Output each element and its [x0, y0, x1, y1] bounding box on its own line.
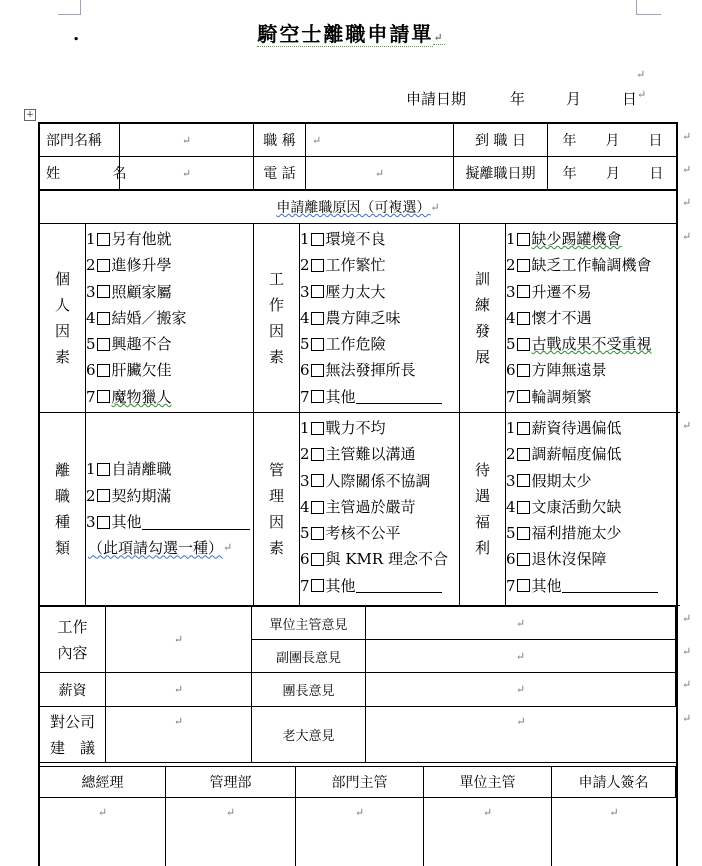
benefits-label [460, 413, 506, 606]
option-label: 退休沒保障 [531, 550, 607, 569]
option-item[interactable] [506, 573, 658, 599]
option-number: 2 [300, 445, 310, 464]
option-number: 6 [300, 550, 310, 569]
vice-leader-opinion-field[interactable]: ↵ [366, 640, 676, 673]
date-month: 月 [566, 90, 582, 108]
option-label: 缺少踢罐機會 [531, 230, 622, 248]
option-label: 升遷不易 [531, 282, 592, 301]
row-end-marks [682, 130, 694, 768]
checkbox[interactable] [517, 390, 530, 403]
option-label: 壓力太大 [325, 282, 386, 301]
label-text: 副團長意見 [275, 650, 341, 666]
option-number: 2 [86, 486, 96, 505]
option-number: 6 [506, 550, 516, 569]
checkbox[interactable] [517, 285, 530, 298]
vice-leader-opinion-label [252, 640, 366, 673]
label-char: 素 [268, 539, 284, 557]
option-number: 4 [300, 308, 310, 327]
date-year: 年 [510, 90, 526, 108]
option-label: 輪調頻繁 [531, 387, 592, 406]
reasons-section-1 [40, 224, 676, 413]
checkbox[interactable] [311, 233, 324, 246]
option-label: 契約期滿 [111, 486, 172, 505]
label-line: 內容 [57, 643, 88, 662]
planned-leave-date-label: 擬離職日期 [454, 157, 548, 190]
signature-box-unit-head[interactable]: ↵ [424, 798, 552, 866]
option-label: 薪資待遇偏低 [531, 419, 622, 437]
other-blank-line[interactable] [562, 578, 658, 593]
checkbox[interactable] [97, 285, 110, 298]
checkbox[interactable] [517, 338, 530, 351]
date-day: 日 [622, 90, 638, 108]
personal-factors-list [86, 224, 254, 413]
management-factors-label [254, 413, 300, 606]
leader-opinion-label [252, 673, 366, 707]
option-label: 無法發揮所長 [325, 361, 416, 380]
option-item[interactable] [300, 331, 386, 357]
option-label: 福利措施太少 [531, 524, 622, 543]
option-number: 4 [300, 497, 310, 516]
other-blank-line[interactable] [356, 578, 442, 593]
signature-header-gm: 總經理 [40, 767, 166, 798]
paragraph-mark: ↵ [682, 419, 692, 432]
option-label: 進修升學 [111, 256, 172, 275]
option-item[interactable] [506, 331, 652, 357]
option-label: 照顧家屬 [111, 282, 172, 301]
option-item[interactable] [506, 520, 622, 546]
management-factors-list [300, 413, 460, 606]
training-development-list [506, 224, 680, 413]
option-label: 另有他就 [111, 230, 172, 248]
name-label: 姓 名 [40, 157, 120, 190]
option-item[interactable] [506, 226, 622, 252]
date-label: 申請日期 [406, 90, 467, 108]
signature-header-dept-head: 部門主管 [296, 767, 424, 798]
option-label: 主管難以溝通 [325, 445, 416, 464]
option-number: 1 [86, 460, 96, 479]
salary-field[interactable]: ↵ [106, 673, 252, 707]
option-label: 方陣無遠景 [531, 361, 607, 380]
label-char: 素 [268, 348, 284, 366]
option-item[interactable] [300, 415, 386, 441]
checkbox[interactable] [97, 233, 110, 246]
paragraph-mark: ↵ [682, 130, 692, 143]
checkbox[interactable] [311, 501, 324, 514]
paragraph-mark: ↵ [682, 196, 692, 209]
boss-opinion-field[interactable]: ↵ [366, 707, 676, 763]
work-content-label [40, 607, 106, 673]
leave-type-note [86, 535, 232, 561]
option-label: 調薪幅度偏低 [531, 445, 622, 464]
name-field[interactable]: ↵ [120, 157, 254, 190]
option-item[interactable] [300, 494, 416, 520]
label-char: 人 [54, 296, 70, 314]
option-item[interactable] [86, 384, 172, 410]
paragraph-mark: ↵ [682, 612, 692, 625]
option-item[interactable] [86, 357, 172, 383]
bullet-mark: . [73, 24, 80, 45]
signature-box-gm[interactable]: ↵ [40, 798, 166, 866]
checkbox[interactable] [311, 338, 324, 351]
option-item[interactable] [506, 494, 622, 520]
label-line: 對公司 [49, 712, 95, 731]
option-item[interactable] [86, 305, 187, 331]
option-number: 7 [506, 576, 516, 595]
label-char: 福 [474, 513, 490, 531]
checkbox[interactable] [311, 364, 324, 377]
option-item[interactable] [300, 441, 416, 467]
option-item[interactable] [86, 456, 172, 482]
option-number: 1 [86, 230, 96, 248]
option-item[interactable] [506, 305, 592, 331]
option-number: 7 [300, 387, 310, 406]
option-number: 4 [86, 308, 96, 327]
signature-box-admin[interactable]: ↵ [166, 798, 296, 866]
option-number: 2 [86, 256, 96, 275]
option-label: 懷才不遇 [531, 308, 592, 327]
option-item[interactable] [506, 384, 592, 410]
signature-box-dept-head[interactable]: ↵ [296, 798, 424, 866]
label-line: 建 議 [49, 738, 95, 757]
option-number: 1 [300, 419, 310, 437]
option-number: 2 [300, 256, 310, 275]
option-number: 5 [300, 524, 310, 543]
info-rows [40, 124, 676, 190]
table-move-handle-icon[interactable]: + [24, 109, 36, 121]
label-char: 因 [268, 322, 284, 340]
benefits-list [506, 413, 680, 606]
option-label: 興趣不合 [111, 335, 172, 354]
label-text: 團長意見 [282, 684, 335, 699]
paragraph-mark: ↵ [430, 200, 440, 214]
reasons-section-2 [40, 413, 676, 606]
option-label: 文康活動欠缺 [531, 497, 622, 516]
option-number: 1 [506, 230, 516, 248]
checkbox[interactable] [311, 312, 324, 325]
option-label: 戰力不均 [325, 419, 386, 437]
option-number: 5 [506, 335, 516, 354]
planned-leave-date-field[interactable] [548, 157, 678, 190]
option-label: 假期太少 [531, 471, 592, 490]
label-char: 種 [54, 513, 70, 531]
checkbox[interactable] [517, 553, 530, 566]
option-label: 環境不良 [325, 230, 386, 248]
option-number: 5 [300, 335, 310, 354]
option-item[interactable] [506, 252, 652, 278]
checkbox[interactable] [517, 312, 530, 325]
option-item[interactable] [86, 252, 172, 278]
start-date-label: 到 職 日 [454, 124, 548, 157]
year-label: 年 [562, 133, 577, 149]
leave-type-label [40, 413, 86, 606]
option-item[interactable] [300, 226, 386, 252]
checkbox[interactable] [311, 527, 324, 540]
signature-section [40, 763, 676, 866]
paragraph-mark: ↵ [682, 645, 692, 658]
signature-header-unit-head: 單位主管 [424, 767, 552, 798]
checkbox[interactable] [517, 579, 530, 592]
option-number: 6 [300, 361, 310, 380]
dept-name-field[interactable]: ↵ [120, 124, 254, 157]
option-number: 5 [86, 335, 96, 354]
paragraph-mark: ↵ [637, 88, 647, 101]
option-number: 7 [300, 576, 310, 595]
paragraph-mark: ↵ [682, 163, 692, 176]
checkbox[interactable] [517, 474, 530, 487]
label-char: 職 [54, 487, 70, 505]
other-blank-line[interactable] [356, 389, 442, 404]
option-number: 3 [506, 282, 516, 301]
dept-name-label: 部門名稱 [40, 124, 120, 157]
option-number: 2 [506, 445, 516, 464]
page-title [0, 18, 702, 47]
option-label: 人際關係不協調 [325, 471, 431, 490]
option-item[interactable] [506, 415, 622, 441]
label-char: 素 [54, 348, 70, 366]
label-char: 離 [54, 461, 70, 479]
option-label: 其他 [325, 387, 356, 406]
checkbox[interactable] [97, 259, 110, 272]
option-label: 考核不公平 [325, 524, 401, 543]
option-number: 6 [506, 361, 516, 380]
other-blank-line[interactable] [142, 515, 250, 530]
paragraph-mark: ↵ [682, 678, 692, 691]
checkbox[interactable] [311, 285, 324, 298]
option-label: 其他 [111, 513, 142, 531]
option-label: 肝臟欠佳 [111, 361, 172, 380]
option-number: 3 [506, 471, 516, 490]
personal-factors-label [40, 224, 86, 413]
leave-type-list [86, 413, 254, 606]
option-label: 工作繁忙 [325, 256, 386, 275]
label-char: 練 [474, 296, 490, 314]
checkbox[interactable] [97, 463, 110, 476]
label-char: 作 [268, 296, 284, 314]
day-label: 日 [649, 166, 664, 182]
company-suggestion-field[interactable]: ↵ [106, 707, 252, 763]
option-number: 3 [86, 513, 96, 531]
option-label: 主管過於嚴苛 [325, 497, 416, 516]
label-char: 管 [268, 461, 284, 479]
option-item[interactable] [506, 279, 592, 305]
option-item[interactable] [300, 305, 401, 331]
month-label: 月 [605, 133, 620, 149]
option-number: 3 [300, 282, 310, 301]
option-item[interactable] [300, 279, 386, 305]
option-label: 農方陣乏味 [325, 308, 401, 327]
checkbox[interactable] [311, 390, 324, 403]
checkbox[interactable] [517, 448, 530, 461]
option-number: 3 [86, 282, 96, 301]
signature-box-applicant[interactable]: ↵ [609, 806, 619, 819]
year-label: 年 [562, 166, 577, 182]
checkbox[interactable] [517, 233, 530, 246]
checkbox[interactable] [97, 312, 110, 325]
checkbox[interactable] [97, 516, 110, 529]
checkbox[interactable] [517, 364, 530, 377]
label-char: 因 [268, 513, 284, 531]
option-item[interactable] [506, 357, 607, 383]
option-number: 6 [86, 361, 96, 380]
date-line [406, 88, 646, 109]
option-item[interactable] [300, 384, 442, 410]
phone-label: 電 話 [254, 157, 306, 190]
work-factors-label [254, 224, 300, 413]
label-char: 訓 [474, 270, 490, 288]
option-label: 古戰成果不受重視 [531, 335, 652, 354]
option-item[interactable] [506, 468, 592, 494]
job-title-label: 職 稱 [254, 124, 306, 157]
unit-head-opinion-label [252, 607, 366, 640]
option-label: 魔物獵人 [111, 387, 172, 406]
unit-head-opinion-field[interactable]: ↵ [366, 607, 676, 640]
option-item[interactable] [300, 468, 431, 494]
option-item[interactable] [300, 546, 448, 572]
checkbox[interactable] [517, 259, 530, 272]
checkbox[interactable] [97, 364, 110, 377]
option-item[interactable] [300, 357, 416, 383]
checkbox[interactable] [311, 474, 324, 487]
resignation-form [38, 122, 678, 866]
option-item[interactable] [300, 573, 442, 599]
boss-opinion-label [252, 707, 366, 763]
option-label: 工作危險 [325, 335, 386, 354]
option-label: 自請離職 [111, 460, 172, 479]
paragraph-mark: ↵ [682, 712, 692, 725]
option-number: 4 [506, 497, 516, 516]
option-item[interactable] [86, 226, 172, 252]
label-char: 展 [474, 348, 490, 366]
title-text: 騎空士離職申請單 [257, 22, 434, 46]
label-char: 工 [268, 270, 284, 288]
option-item[interactable] [506, 546, 607, 572]
option-label: 缺乏工作輪調機會 [531, 256, 652, 275]
start-date-field[interactable] [548, 124, 678, 157]
opinions-section [40, 606, 676, 763]
checkbox[interactable] [97, 390, 110, 403]
option-label: 其他 [531, 576, 562, 595]
company-suggestion-label [40, 707, 106, 763]
checkbox[interactable] [517, 501, 530, 514]
salary-label: 薪資 [40, 673, 106, 707]
work-content-field[interactable]: ↵ [106, 607, 252, 673]
option-number: 5 [506, 524, 516, 543]
label-char: 待 [474, 461, 490, 479]
crop-mark-top-right [636, 0, 661, 15]
label-char: 利 [474, 539, 490, 557]
checkbox[interactable] [311, 553, 324, 566]
option-item[interactable] [300, 520, 401, 546]
checkbox[interactable] [517, 527, 530, 540]
work-factors-list [300, 224, 460, 413]
option-label: 與 KMR 理念不合 [325, 550, 448, 569]
option-number: 1 [506, 419, 516, 437]
checkbox[interactable] [311, 448, 324, 461]
checkbox[interactable] [311, 259, 324, 272]
note-text: （此項請勾選一種） [88, 539, 224, 558]
label-char: 個 [54, 270, 70, 288]
signature-header-applicant: 申請人簽名 [552, 767, 676, 798]
label-char: 因 [54, 322, 70, 340]
day-label: 日 [648, 133, 663, 149]
checkbox[interactable] [311, 422, 324, 435]
label-text: 老大意見 [282, 729, 335, 744]
paragraph-mark: ↵ [682, 230, 692, 243]
option-number: 7 [86, 387, 96, 406]
option-number: 2 [506, 256, 516, 275]
label-line: 工作 [57, 617, 88, 636]
checkbox[interactable] [97, 489, 110, 502]
option-item[interactable] [300, 252, 386, 278]
reasons-header [40, 190, 676, 224]
option-item[interactable] [86, 509, 250, 535]
label-char: 遇 [474, 487, 490, 505]
option-number: 1 [300, 230, 310, 248]
phone-field[interactable]: ↵ [306, 157, 454, 190]
label-text: 單位主管意見 [269, 617, 348, 633]
label-char: 類 [54, 539, 70, 557]
option-item[interactable] [86, 331, 172, 357]
checkbox[interactable] [311, 579, 324, 592]
option-number: 4 [506, 308, 516, 327]
option-number: 3 [300, 471, 310, 490]
reasons-header-text: 申請離職原因（可複選） [276, 200, 431, 216]
option-number: 7 [506, 387, 516, 406]
option-item[interactable] [506, 441, 622, 467]
month-label: 月 [605, 166, 620, 182]
paragraph-mark: ↵ [433, 31, 445, 44]
checkbox[interactable] [97, 338, 110, 351]
crop-mark-top-left [58, 0, 81, 15]
label-char: 發 [474, 322, 490, 340]
paragraph-mark: ↵ [636, 68, 646, 81]
leader-opinion-field[interactable]: ↵ [366, 673, 676, 707]
option-label: 其他 [325, 576, 356, 595]
label-char: 理 [268, 487, 284, 505]
training-development-label [460, 224, 506, 413]
option-item[interactable] [86, 279, 172, 305]
option-label: 結婚／搬家 [111, 308, 187, 327]
option-item[interactable] [86, 483, 172, 509]
paragraph-mark: ↵ [223, 541, 233, 555]
signature-header-admin: 管理部 [166, 767, 296, 798]
job-title-field[interactable]: ↵ [306, 124, 454, 157]
checkbox[interactable] [517, 422, 530, 435]
